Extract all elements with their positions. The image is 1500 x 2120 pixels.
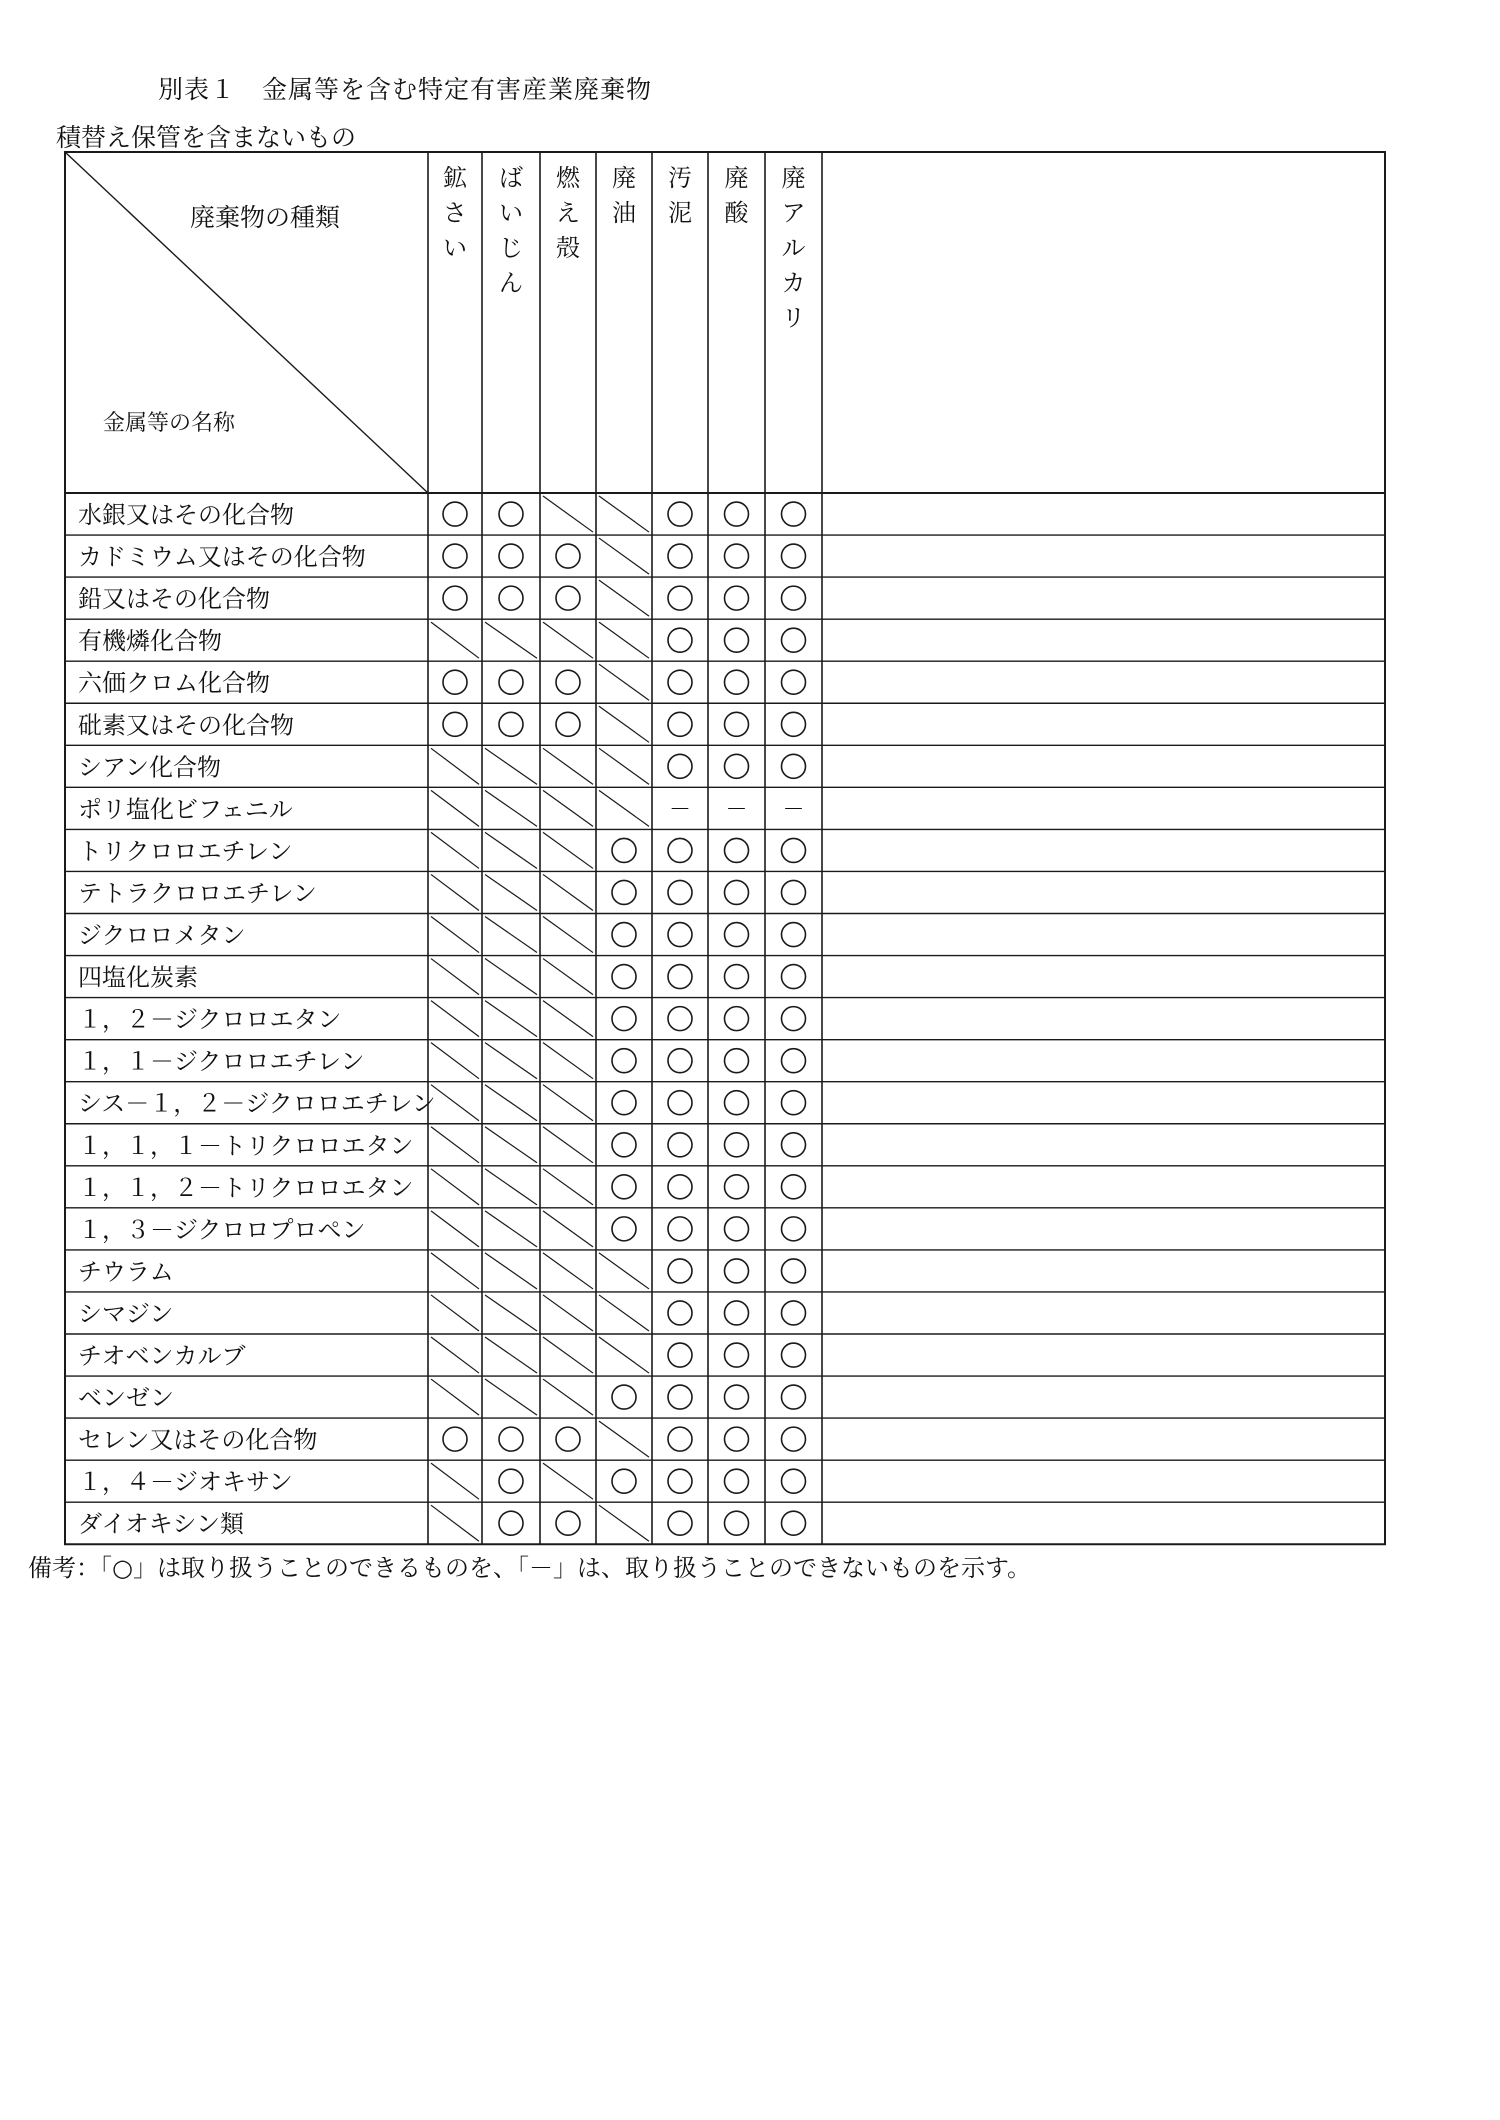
row-label: ジクロロメタン [78,921,246,950]
mark-circle [725,1133,749,1157]
mark-circle [612,923,636,947]
cell-slash [431,1001,479,1037]
cell-slash [599,1505,649,1541]
column-header: 汚泥 [668,164,692,227]
mark-circle [443,586,467,610]
column-header: 廃油 [612,164,636,227]
mark-circle [612,1133,636,1157]
cell-slash [543,790,593,826]
cell-slash [431,748,479,784]
cell-slash [599,580,649,616]
cell-slash [431,790,479,826]
cell-slash [599,790,649,826]
row-label: ベンゼン [78,1384,174,1413]
mark-circle [725,1511,749,1535]
cell-slash [543,1379,593,1415]
mark-circle [668,544,692,568]
mark-circle [782,754,806,778]
cell-slash [485,874,537,910]
cell-slash [431,1043,479,1079]
mark-circle [443,670,467,694]
mark-circle [612,880,636,904]
mark-circle [499,670,523,694]
mark-circle [782,1217,806,1241]
cell-slash [431,917,479,953]
mark-circle [668,1427,692,1451]
mark-circle [499,712,523,736]
mark-circle [782,1175,806,1199]
header-waste-type-label: 廃棄物の種類 [190,203,341,232]
row-label: カドミウム又はその化合物 [78,543,366,572]
page-subtitle: 積替え保管を含まないもの [56,123,357,152]
cell-slash [543,1001,593,1037]
cell-slash [485,748,537,784]
mark-circle [443,1427,467,1451]
cell-slash [599,1295,649,1331]
cell-slash [485,1085,537,1121]
mark-circle [668,923,692,947]
mark-circle [668,1259,692,1283]
mark-circle [725,1301,749,1325]
mark-circle [725,1427,749,1451]
mark-circle [612,1217,636,1241]
cell-slash [485,1379,537,1415]
mark-circle [668,1217,692,1241]
mark-circle [668,1007,692,1031]
cell-slash [431,1379,479,1415]
cell-slash [431,1253,479,1289]
row-label: 四塩化炭素 [78,963,198,992]
mark-circle [668,965,692,989]
cell-slash [543,1085,593,1121]
cell-slash [543,748,593,784]
mark-circle [725,670,749,694]
mark-circle [782,1091,806,1115]
row-label: シス－１，２－ジクロロエチレン [78,1089,436,1118]
row-label: ポリ塩化ビフェニル [78,795,293,824]
mark-circle [782,502,806,526]
cell-slash [431,874,479,910]
mark-circle [782,712,806,736]
cell-slash [543,496,593,532]
mark-circle [725,586,749,610]
mark-circle [725,965,749,989]
mark-circle [668,1091,692,1115]
mark-circle [499,1427,523,1451]
mark-circle [725,1217,749,1241]
mark-circle [782,1049,806,1073]
cell-slash [485,1169,537,1205]
row-label: シアン化合物 [78,753,222,782]
row-label: 六価クロム化合物 [78,669,270,698]
cell-slash [485,1295,537,1331]
column-header: 廃アルカリ [781,164,806,332]
cell-slash [599,748,649,784]
mark-circle [499,1511,523,1535]
mark-circle [443,712,467,736]
cell-slash [431,1211,479,1247]
mark-circle [782,838,806,862]
mark-circle [612,1091,636,1115]
cell-slash [543,917,593,953]
row-label: チウラム [78,1257,174,1286]
mark-circle [612,1469,636,1493]
cell-slash [485,1043,537,1079]
cell-slash [599,706,649,742]
mark-circle [668,1175,692,1199]
cell-slash [431,959,479,995]
cell-slash [431,1169,479,1205]
cell-slash [543,874,593,910]
cell-slash [431,622,479,658]
mark-circle [443,502,467,526]
mark-circle [725,628,749,652]
mark-circle [668,1301,692,1325]
mark-circle [668,880,692,904]
mark-circle [725,544,749,568]
cell-slash [485,1253,537,1289]
mark-circle [725,502,749,526]
mark-circle [782,586,806,610]
row-label: トリクロロエチレン [78,837,293,866]
cell-slash [431,1085,479,1121]
mark-circle [725,880,749,904]
row-label: １，１，１－トリクロロエタン [78,1131,414,1160]
mark-circle [443,544,467,568]
cell-slash [599,1253,649,1289]
column-header: 廃酸 [724,164,749,227]
cell-slash [543,832,593,868]
mark-circle [782,544,806,568]
mark-circle [725,1385,749,1409]
mark-circle [499,1469,523,1493]
cell-slash [543,1295,593,1331]
mark-circle [782,923,806,947]
mark-circle [556,544,580,568]
mark-circle [725,1007,749,1031]
column-header: 燃え殻 [556,164,580,262]
cell-slash [431,1505,479,1541]
mark-circle [782,1133,806,1157]
mark-circle [612,1007,636,1031]
cell-slash [485,1127,537,1163]
mark-circle [668,502,692,526]
cell-slash [485,917,537,953]
cell-slash [599,538,649,574]
mark-circle [782,1511,806,1535]
mark-circle [725,1469,749,1493]
row-label: テトラクロロエチレン [78,879,317,908]
mark-circle [499,544,523,568]
mark-circle [668,1511,692,1535]
mark-circle [668,712,692,736]
cell-slash [431,1127,479,1163]
mark-circle [782,1007,806,1031]
mark-circle [612,1175,636,1199]
mark-circle [782,1301,806,1325]
mark-dash: － [782,797,805,823]
mark-circle [725,1091,749,1115]
row-label: １，２－ジクロロエタン [78,1005,342,1034]
cell-slash [599,1337,649,1373]
cell-slash [485,622,537,658]
mark-circle [556,1427,580,1451]
page-title: 別表１ 金属等を含む特定有害産業廃棄物 [158,75,653,104]
mark-circle [668,628,692,652]
mark-circle [725,923,749,947]
mark-circle [725,1049,749,1073]
mark-circle [725,1175,749,1199]
mark-circle [556,712,580,736]
cell-slash [543,959,593,995]
cell-slash [485,959,537,995]
mark-circle [668,754,692,778]
cell-slash [431,832,479,868]
mark-circle [782,1343,806,1367]
row-label: １，１－ジクロロエチレン [78,1047,365,1076]
row-label: 砒素又はその化合物 [78,711,294,740]
row-label: １，１，２－トリクロロエタン [78,1173,414,1202]
cell-slash [485,790,537,826]
column-header: ばいじん [499,164,523,297]
cell-slash [599,1421,649,1457]
row-label: １，４－ジオキサン [78,1468,293,1497]
cell-slash [543,1337,593,1373]
mark-dash: － [668,797,692,823]
mark-circle [725,1259,749,1283]
header-metal-name-label: 金属等の名称 [103,411,236,436]
cell-slash [485,1211,537,1247]
cell-slash [485,1001,537,1037]
mark-circle [782,1385,806,1409]
mark-circle [499,502,523,526]
row-label: １，３－ジクロロプロペン [78,1215,366,1244]
row-label: シマジン [78,1299,174,1328]
mark-circle [725,754,749,778]
mark-circle [612,838,636,862]
mark-circle [612,1049,636,1073]
row-label: 有機燐化合物 [78,627,222,656]
mark-circle [612,965,636,989]
mark-circle [668,670,692,694]
mark-circle [499,586,523,610]
mark-circle [612,1385,636,1409]
cell-slash [543,622,593,658]
mark-circle [668,1343,692,1367]
mark-circle [556,1511,580,1535]
mark-circle [725,712,749,736]
cell-slash [543,1253,593,1289]
mark-circle [782,670,806,694]
cell-slash [431,1337,479,1373]
cell-slash [543,1043,593,1079]
cell-slash [431,1463,479,1499]
row-label: 鉛又はその化合物 [78,585,270,614]
row-label: チオベンカルブ [78,1342,246,1371]
mark-circle [725,1343,749,1367]
cell-slash [485,1337,537,1373]
cell-slash [599,496,649,532]
cell-slash [599,664,649,700]
row-label: ダイオキシン類 [78,1510,244,1539]
footnote: 備考：「○」は取り扱うことのできるものを、「－」は、取り扱うことのできないものを示す。 [28,1554,1032,1582]
mark-circle [782,1469,806,1493]
mark-circle [725,838,749,862]
mark-circle [782,880,806,904]
cell-slash [485,832,537,868]
mark-circle [668,1049,692,1073]
mark-circle [668,1469,692,1493]
mark-circle [668,1385,692,1409]
mark-circle [782,965,806,989]
mark-circle [782,1427,806,1451]
row-label: セレン又はその化合物 [78,1426,318,1455]
mark-circle [668,1133,692,1157]
cell-slash [543,1169,593,1205]
cell-slash [431,1295,479,1331]
cell-slash [543,1211,593,1247]
column-header: 鉱さい [443,164,467,262]
cell-slash [543,1127,593,1163]
mark-circle [782,628,806,652]
mark-circle [668,586,692,610]
cell-slash [543,1463,593,1499]
mark-circle [782,1259,806,1283]
row-label: 水銀又はその化合物 [78,501,294,530]
mark-circle [556,586,580,610]
mark-circle [556,670,580,694]
cell-slash [599,622,649,658]
mark-circle [668,838,692,862]
mark-dash: － [725,797,748,823]
